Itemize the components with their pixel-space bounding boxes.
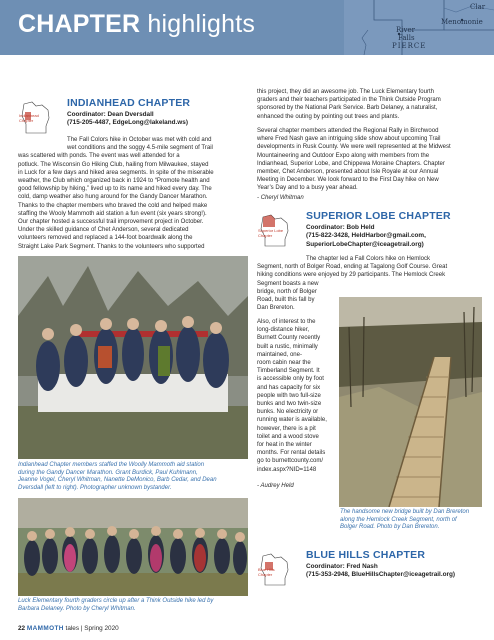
text-line: Meeting in December. We look forward to the First Day hike on New <box>257 177 439 184</box>
superior-lobe-chapter-title: SUPERIOR LOBE CHAPTER <box>306 210 451 222</box>
text-line: Mountaineering and Outdoor Expo along with members from the <box>257 152 430 159</box>
text-line: bunks. No electricity or <box>257 409 319 416</box>
text-line: bunks and two twin-size <box>257 401 322 408</box>
text-line: member, Chet Anderson, presented about Isle Royale at our Annual <box>257 169 439 176</box>
blue-hills-coordinator-contact[interactable]: (715-353-2948, BlueHillsChapter@iceagetrail.org) <box>306 571 456 579</box>
text-line: Road, built this fall by <box>257 297 315 304</box>
text-line: this project, they did an awesome job. The Luck Elementary fourth <box>257 89 435 95</box>
caption-line: The handsome new bridge built by Dan Brereton <box>340 509 470 515</box>
superior-lobe-logo-line: Chapter <box>258 233 273 238</box>
superior-lobe-logo-line: Superior Lobe <box>258 228 284 233</box>
text-line: where Fred Nash gave an intriguing slide show about upcoming Trail <box>257 136 441 143</box>
text-line: Indianhead, Superior Lobe, and Chippewa Moraine Chapters. Chapter <box>257 160 445 167</box>
page-title <box>18 10 255 39</box>
superior-lobe-coordinator-phone[interactable]: (715-822-3428, HeldHarbor@gmail.com, <box>306 232 426 240</box>
text-line: weather, the Club which organized back in 1924 to “Promote health and <box>18 178 210 185</box>
photo-fourth-graders <box>18 498 248 596</box>
text-line: Dan Brereton. <box>257 305 295 312</box>
blue-hills-coordinator-name: Coordinator: Fred Nash <box>306 563 378 570</box>
indianhead-logo-line: Indianhead <box>19 113 39 118</box>
text-line: room cabin near the <box>257 360 311 367</box>
caption-line: Indianhead Chapter members staffed the Woolly Mammoth aid station <box>18 462 205 468</box>
blue-hills-logo-text <box>258 567 292 577</box>
text-line: Timberland Segment. It <box>257 368 320 375</box>
signature-audrey-held: - Audrey Held <box>257 483 294 489</box>
text-line: people with two full-size <box>257 392 321 399</box>
text-line: months. For rental details <box>257 450 326 457</box>
blue-hills-logo-line: Blue Hills <box>258 567 275 572</box>
superior-lobe-coordinator-email[interactable]: SuperiorLobeChapter@iceagetrail.org) <box>306 240 424 248</box>
text-line: is accessible only by foot <box>257 376 324 383</box>
indianhead-logo-line: Chapter <box>19 118 34 123</box>
text-line[interactable]: go to burnettcounty.com/ <box>257 458 324 465</box>
photo-fourth-graders-caption <box>18 598 250 613</box>
caption-line: Dversdall (left to right). Photographer unknown bystander. <box>18 484 172 491</box>
caption-line: Barbara Delaney. Photo by Cheryl Whitman. <box>18 605 136 612</box>
blue-hills-logo-line: Chapter <box>258 572 273 577</box>
blue-hills-chapter-title: BLUE HILLS CHAPTER <box>306 549 426 561</box>
text-line: staffing the Wooly Mammoth aid station a fun event (six years strong!). <box>18 210 207 217</box>
title-bold: CHAPTER <box>18 10 141 38</box>
text-line: wet conditions and the soggy 4.5-mile segment of Trail <box>67 145 213 152</box>
title-light: highlights <box>147 10 256 38</box>
text-line: good fellowship by hiking,” lived up to its name and hiked every day. The <box>18 186 212 193</box>
text-line: Year’s Day and to a busy year ahead. <box>257 185 358 192</box>
blue-hills-coordinator <box>306 563 455 580</box>
superior-lobe-coordinator-name: Coordinator: Bob Held <box>306 224 375 231</box>
superior-lobe-logo-text <box>258 228 292 238</box>
map-label-clar: Clar <box>470 3 486 11</box>
text-line: Segment boasts a new <box>257 280 319 287</box>
caption-line: Bolger Road. Photo by Dan Brereton. <box>340 524 440 531</box>
photo-aid-station-caption <box>18 462 250 492</box>
text-line: bridge, north of Bolger <box>257 288 317 295</box>
caption-line: along the Hemlock Creek Segment, north of <box>340 516 457 523</box>
indianhead-paragraph-2 <box>18 218 246 251</box>
text-line: Straight Lake Park Segment. Thanks to the volunteers who supported <box>18 243 205 250</box>
text-line: for heat in the winter <box>257 442 312 449</box>
text-line[interactable]: index.aspx?NID=1148 <box>257 466 317 473</box>
photo-fourth-graders-image <box>18 498 248 596</box>
superior-lobe-paragraph-2 <box>257 318 337 474</box>
map-label-pierce: PIERCE <box>392 42 427 50</box>
text-line: Segment, north of Bolger Road, ending at Tagalong Golf Course. Great <box>257 264 448 271</box>
photo-hemlock-bridge-caption <box>340 509 485 532</box>
caption-line: during the Gandy Dancer Marathon. Grant Burdick, Paul Kuhlmann, <box>18 469 198 476</box>
page-number: 22 <box>18 625 26 632</box>
photo-aid-station-image <box>18 256 248 459</box>
indianhead-paragraph-3 <box>257 88 482 121</box>
indianhead-coordinator-contact[interactable]: (715-205-4487, EdgeLong@lakeland.ws) <box>67 119 188 127</box>
indianhead-chapter-title: INDIANHEAD CHAPTER <box>67 97 191 109</box>
superior-lobe-coordinator <box>306 224 426 249</box>
indianhead-coordinator-name: Coordinator: Dean Dversdall <box>67 111 154 118</box>
text-line: The Fall Colors hike in October was met with cold and <box>67 137 212 143</box>
text-line: running water is available, <box>257 417 327 424</box>
map-label-river: River <box>396 26 415 34</box>
text-line: The chapter led a Fall Colors hike on Hemlock <box>306 256 431 262</box>
text-line: and has capacity for six <box>257 384 321 391</box>
photo-hemlock-bridge <box>339 297 482 507</box>
text-line: built a rustic, minimally <box>257 343 318 350</box>
text-line: enhanced the outing by pointing out trees and plants. <box>257 113 400 120</box>
text-line: maintained, one- <box>257 351 303 358</box>
text-line: cold, damp weather also hung around for the Gandy Dancer Marathon. <box>18 194 208 201</box>
text-line: toilet and a wood stove <box>257 433 319 440</box>
text-line: Several chapter members attended the Regional Rally in Birchwood <box>257 128 439 134</box>
text-line: potluck. The Wisconsin Go Hiking Club, hailing from Milwaukee, stayed <box>18 161 209 168</box>
text-line: hiking conditions were enjoyed by 29 participants. The Hemlock Creek <box>257 272 446 279</box>
text-line: in Luck for a few days and hiked area segments. In spite of the miserable <box>18 169 214 176</box>
caption-line: Jeanne Vogel, Cheryl Whitman, Nanette DeMonico, Barb Cedar, and Dean <box>18 477 217 484</box>
text-line: developments in Rusk County. We were well represented at the Midwest <box>257 144 451 151</box>
signature-cheryl-whitman: - Cheryl Whitman <box>257 195 304 201</box>
photo-hemlock-bridge-image <box>339 297 482 507</box>
photo-aid-station <box>18 256 248 459</box>
text-line: Burnett County recently <box>257 335 321 342</box>
map-label-falls: Falls <box>398 34 415 42</box>
page-header <box>0 0 494 55</box>
text-line: graders and their teachers participated in the Think Outside Program <box>257 97 441 104</box>
map-label-menomonie: Menomonie <box>441 18 483 26</box>
text-line: Our chapter hosted a successful trail improvement project in October. <box>18 219 204 225</box>
indianhead-coordinator <box>67 111 188 128</box>
indianhead-paragraph-4 <box>257 127 482 193</box>
text-line: Thanks to the chapter members who braved the cold and helped make <box>18 202 208 209</box>
text-line: Under the skilled guidance of Chet Anderson, several dedicated <box>18 227 189 234</box>
text-line: Also, of interest to the <box>257 319 316 325</box>
text-line: sponsored by the National Park Service. Barb Delaney, a naturalist, <box>257 105 438 112</box>
text-line: volunteers removed and replaced a 144-foot boardwalk along the <box>18 235 193 242</box>
indianhead-logo-text <box>19 113 49 123</box>
caption-line: Luck Elementary fourth graders circle up after a Think Outside hike led by <box>18 598 214 604</box>
issue-label: tales | Spring 2020 <box>65 625 119 632</box>
page-footer <box>18 625 119 632</box>
text-line: was scattered with ponds. The event was well attended for a <box>18 153 180 160</box>
text-line: however, there is a pit <box>257 425 316 432</box>
indianhead-paragraph-1 <box>18 136 246 218</box>
text-line: long-distance hiker, <box>257 327 310 334</box>
magazine-name: MAMMOTH <box>26 625 64 632</box>
